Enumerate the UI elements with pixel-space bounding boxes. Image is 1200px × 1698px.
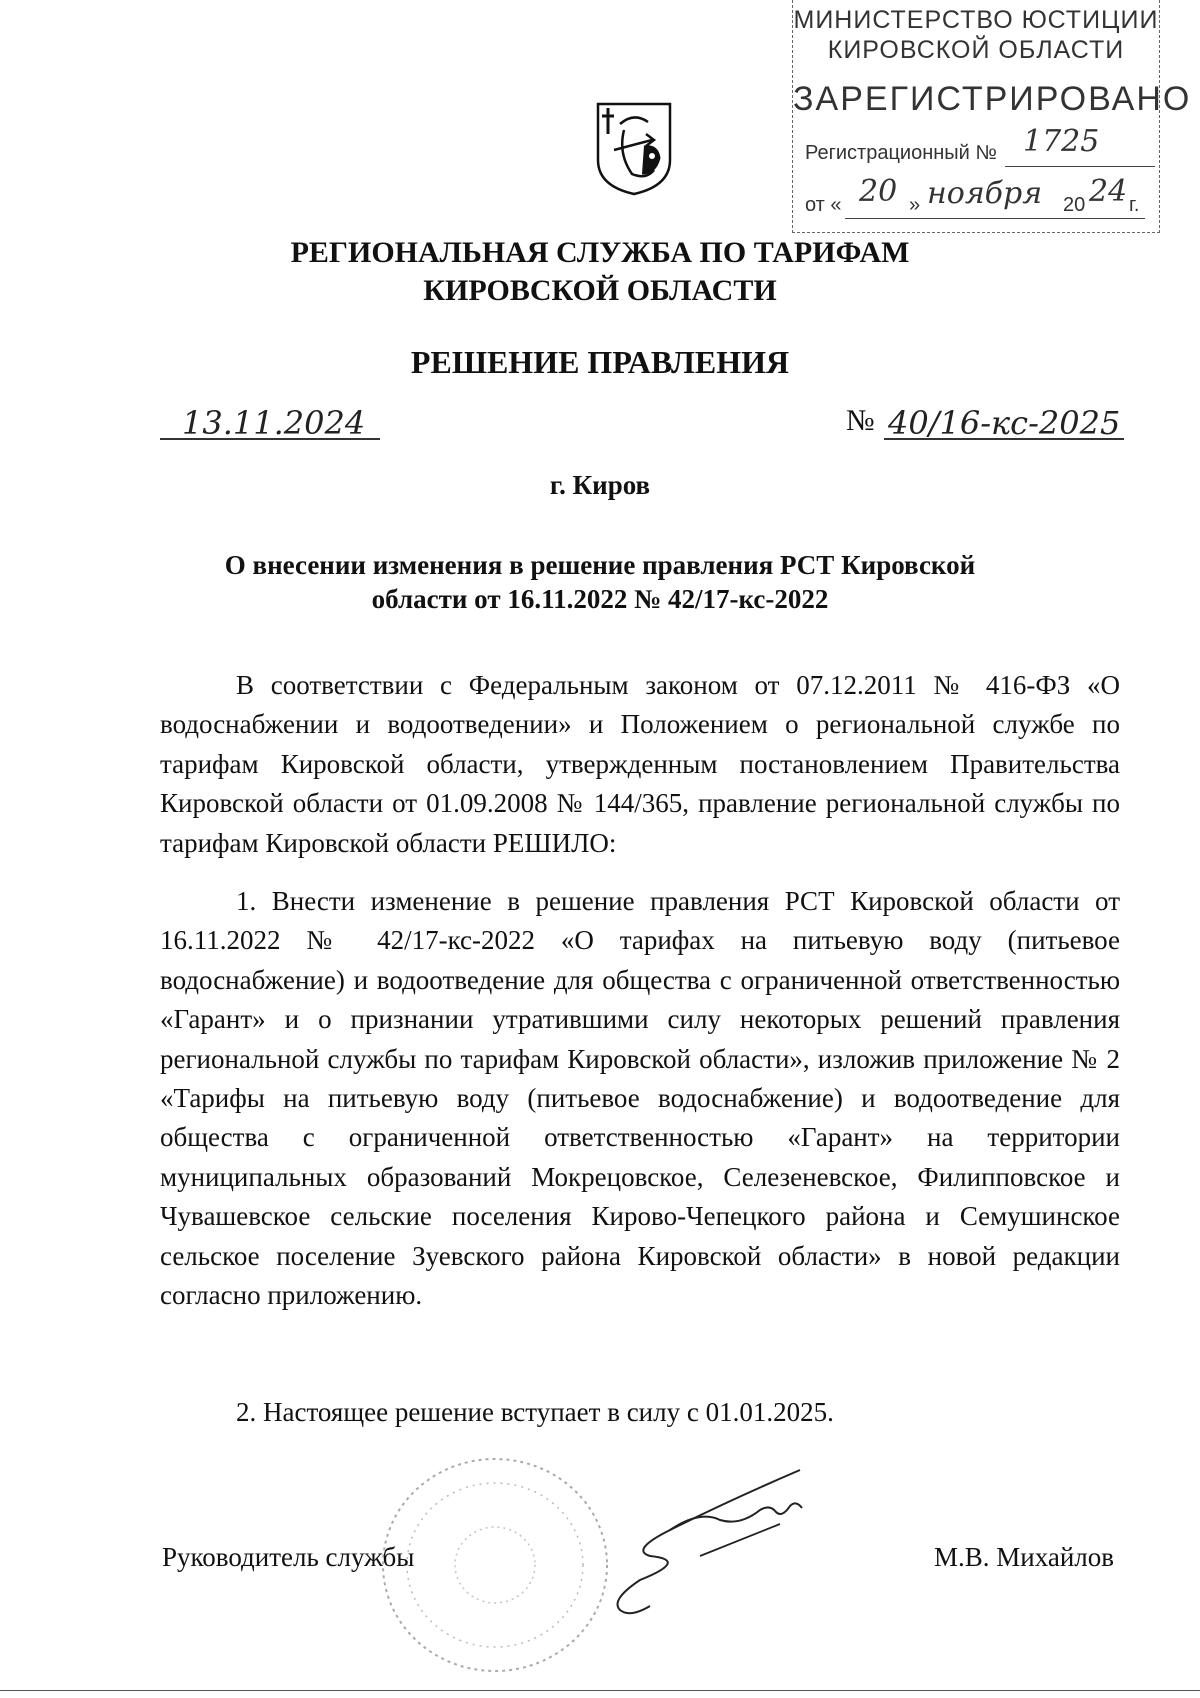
stamp-ministry-line1: МИНИСТЕРСТВО ЮСТИЦИИ — [793, 6, 1159, 34]
decision-date-underline — [160, 438, 380, 440]
stamp-reg-row — [805, 124, 1100, 165]
number-sign: № — [846, 404, 875, 437]
stamp-status: ЗАРЕГИСТРИРОВАНО — [793, 80, 1192, 118]
bottom-divider — [0, 1690, 1200, 1691]
stamp-date-year: 24 — [1089, 174, 1128, 209]
stamp-date-row — [805, 174, 1155, 220]
subject-line2: области от 16.11.2022 № 42/17-кс-2022 — [371, 584, 829, 614]
signature-icon — [610, 1460, 890, 1630]
stamp-date-mid: » — [909, 194, 921, 216]
stamp-date-prefix: от « — [805, 194, 842, 216]
stamp-date-underline — [845, 218, 1145, 219]
agency-name-line2: КИРОВСКОЙ ОБЛАСТИ — [423, 274, 777, 307]
stamp-date-year-prefix: 20 — [1063, 194, 1086, 216]
stamp-reg-underline — [1005, 166, 1155, 167]
body-paragraph-preamble: В соответствии с Федеральным законом от 07.12.2011 № 416-ФЗ «О водоснабжении и водоотведении» и Положением о региональной службе по тарифам Кировской области, утвержденным постановлением Правительства Кировской области от 01.09.2008 № 144/365, правление региональной службы по тарифам Кировской области РЕШИЛО: — [160, 670, 1120, 858]
stamp-reg-label: Регистрационный № — [805, 142, 997, 164]
decision-date: 13.11.2024 — [182, 404, 366, 442]
body-paragraph-item-2: 2. Настоящее решение вступает в силу с 01.01.2025. — [236, 1397, 834, 1427]
signer-position: Руководитель службы — [162, 1542, 415, 1572]
stamp-date-suffix: г. — [1129, 194, 1140, 216]
body-paragraph-item-1: 1. Внести изменение в решение правления РСТ Кировской области от 16.11.2022 № 42/17-кс-2022 «О тарифах на питьевую воду (питьевое водоснабжение) и водоотведение для общества с ограниченной ответственностью «Гарант» и о признании утратившими силу некоторых решений правления региональной службы по тарифам Кировской области», изложив приложение № 2 «Тарифы на питьевую воду (питьевое водоснабжение) и водоотведение для общества с ограниченной ответственностью «Гарант» на территории муниципальных образований Мокрецовское, Селезеневское, Филипповское и Чувашевское сельские поселения Кирово-Чепецкого района и Семушинское сельское поселение Зуевского района Кировской области» в новой редакции согласно приложению. — [160, 886, 1120, 1311]
city-name: г. Киров — [549, 470, 651, 500]
registration-stamp — [792, 0, 1192, 233]
stamp-date-month: ноября — [927, 176, 1043, 211]
subject-line1: О внесении изменения в решение правления РСТ Кировской — [224, 550, 976, 580]
agency-name-line1: РЕГИОНАЛЬНАЯ СЛУЖБА ПО ТАРИФАМ — [290, 236, 910, 269]
stamp-reg-number: 1725 — [1023, 124, 1100, 159]
stamp-date-day: 20 — [859, 174, 898, 209]
document-type-title: РЕШЕНИЕ ПРАВЛЕНИЯ — [410, 344, 790, 380]
coat-of-arms-icon — [594, 100, 674, 196]
signer-name: М.В. Михайлов — [934, 1542, 1115, 1572]
decision-number-underline — [884, 438, 1124, 440]
decision-number: 40/16-кс-2025 — [888, 404, 1121, 442]
stamp-ministry-line2: КИРОВСКОЙ ОБЛАСТИ — [827, 36, 1125, 64]
